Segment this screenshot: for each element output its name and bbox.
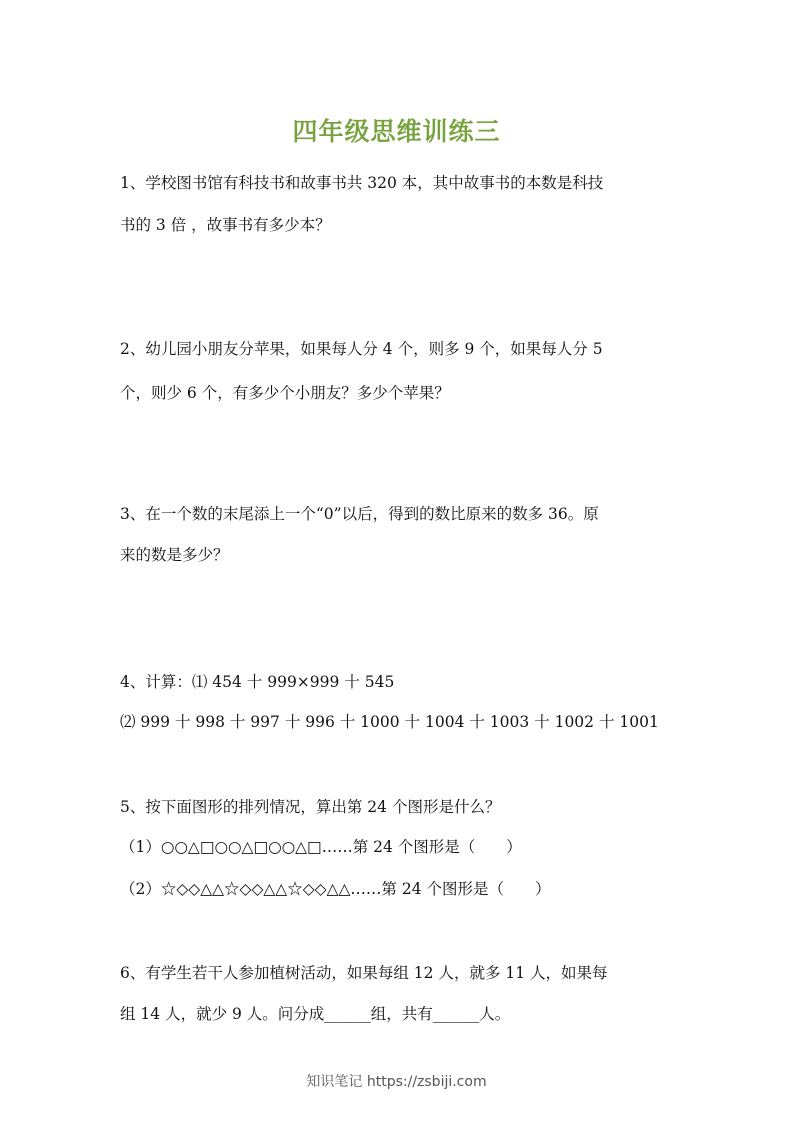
question-3-line-1: 3、在一个数的末尾添上一个“0”以后，得到的数比原来的数多 36。原 [120,505,599,523]
question-5-line-1: 5、按下面图形的排列情况，算出第 24 个图形是什么？ [120,798,501,816]
question-2-line-1: 2、幼儿园小朋友分苹果，如果每人分 4 个，则多 9 个，如果每人分 5 [120,340,603,358]
question-1-line-1: 1、学校图书馆有科技书和故事书共 320 本，其中故事书的本数是科技 [120,174,604,192]
question-6-line-2: 组 14 人，就少 9 人。问分成______组，共有______人。 [120,1005,511,1023]
question-5-sequence-2: （2）☆◇◇△△☆◇◇△△☆◇◇△△……第 24 个图形是（ ） [120,880,551,898]
page-title: 四年级思维训练三 [292,117,501,146]
question-5-sequence-1: （1）○○△□○○△□○○△□……第 24 个图形是（ ） [120,838,522,856]
question-3-line-2: 来的数是多少？ [120,546,229,564]
question-2-line-2: 个，则少 6 个，有多少个小朋友？多少个苹果？ [120,384,450,402]
question-6-line-1: 6、有学生若干人参加植树活动，如果每组 12 人，就多 11 人，如果每 [120,964,608,982]
question-4-line-2: ⑵ 999 十 998 十 997 十 996 十 1000 十 1004 十 1003 十 1002 十 1001 [120,713,659,731]
question-4-line-1: 4、计算：⑴ 454 十 999×999 十 545 [120,673,395,691]
question-1-line-2: 书的 3 倍 ，故事书有多少本？ [120,216,331,234]
footer-watermark: 知识笔记 https://zsbiji.com [306,1074,487,1090]
